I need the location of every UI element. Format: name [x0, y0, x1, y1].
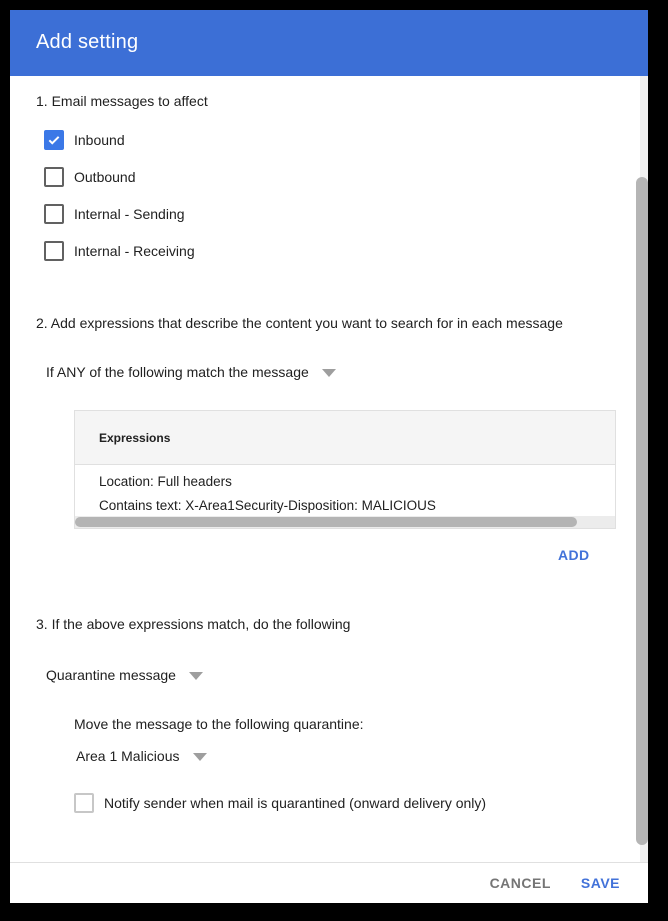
quarantine-move-label: Move the message to the following quarantine: — [74, 716, 364, 732]
internal-receiving-checkbox[interactable] — [44, 241, 64, 261]
notify-sender-checkbox[interactable] — [74, 793, 94, 813]
chevron-down-icon — [189, 672, 203, 680]
inbound-checkbox[interactable] — [44, 130, 64, 150]
section1-title: 1. Email messages to affect — [36, 93, 208, 109]
dialog-header — [10, 10, 648, 76]
checkbox-row-internal-receiving — [44, 241, 195, 261]
dialog-scrollbar-thumb[interactable] — [636, 177, 648, 845]
expressions-rows — [75, 465, 615, 518]
checkbox-row-inbound — [44, 130, 125, 150]
expression-row-location[interactable]: Location: Full headers — [99, 474, 232, 489]
quarantine-select-value: Area 1 Malicious — [76, 748, 180, 764]
check-icon — [47, 133, 61, 147]
match-type-value: If ANY of the following match the message — [46, 364, 309, 380]
match-type-dropdown[interactable] — [46, 362, 336, 382]
dialog-footer — [10, 862, 648, 903]
dialog-title: Add setting — [36, 31, 139, 53]
action-dropdown-value: Quarantine message — [46, 667, 176, 683]
internal-sending-label: Internal - Sending — [74, 206, 185, 222]
add-expression-button[interactable]: ADD — [558, 547, 590, 563]
section3-title: 3. If the above expressions match, do the following — [36, 616, 351, 632]
checkbox-row-outbound — [44, 167, 136, 187]
chevron-down-icon — [322, 369, 336, 377]
outbound-checkbox[interactable] — [44, 167, 64, 187]
action-dropdown[interactable] — [46, 665, 203, 685]
save-button[interactable]: SAVE — [580, 875, 620, 891]
add-setting-dialog — [10, 10, 648, 903]
cancel-button[interactable]: CANCEL — [489, 875, 551, 891]
section2-title: 2. Add expressions that describe the content you want to search for in each message — [36, 315, 563, 331]
internal-receiving-label: Internal - Receiving — [74, 243, 195, 259]
quarantine-select-dropdown[interactable] — [76, 746, 207, 766]
expressions-header-label: Expressions — [99, 430, 171, 445]
chevron-down-icon — [193, 753, 207, 761]
inbound-label: Inbound — [74, 132, 125, 148]
expression-row-contains[interactable]: Contains text: X-Area1Security-Disposition: MALICIOUS — [99, 498, 436, 513]
internal-sending-checkbox[interactable] — [44, 204, 64, 224]
checkbox-row-notify-sender — [74, 793, 486, 813]
table-horizontal-scrollbar-thumb[interactable] — [75, 517, 577, 527]
expressions-table-header — [75, 411, 615, 465]
notify-sender-label: Notify sender when mail is quarantined (onward delivery only) — [104, 795, 487, 811]
checkbox-row-internal-sending — [44, 204, 185, 224]
table-horizontal-scrollbar[interactable] — [75, 516, 615, 528]
expressions-table — [74, 410, 616, 529]
outbound-label: Outbound — [74, 169, 136, 185]
